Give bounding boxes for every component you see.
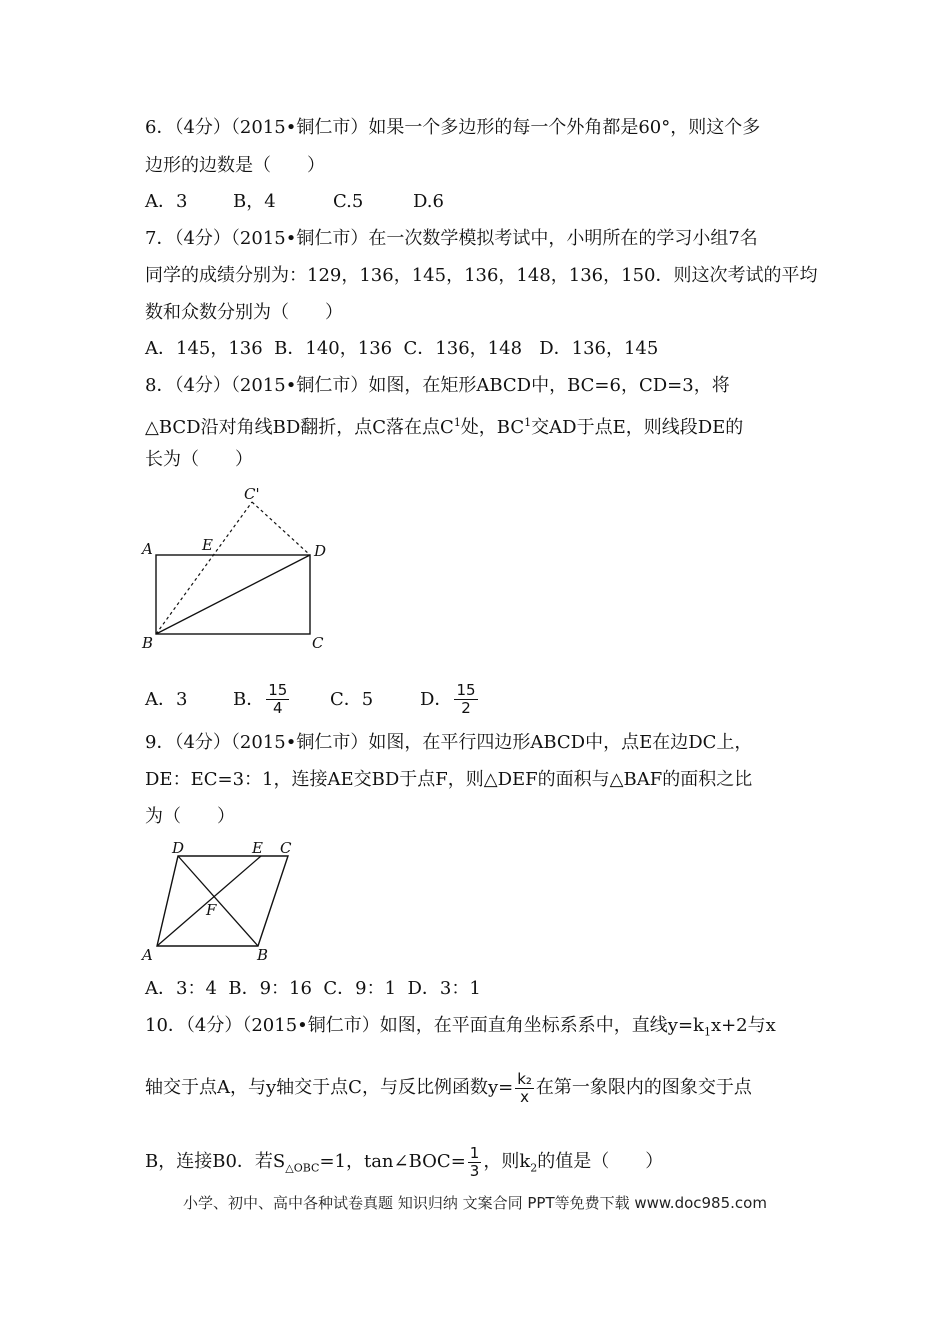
q9-label-e: E	[252, 839, 263, 857]
q10-line3-part-a: B，连接B0．若S	[145, 1151, 286, 1172]
q8-fraction-b: $\frac{15}{4}$	[268, 681, 288, 717]
q10-subscript-k2: 2	[530, 1161, 538, 1175]
q7-line1: 7．（4分）（2015•铜仁市）在一次数学模拟考试中，小明所在的学习小组7名	[145, 228, 758, 249]
q10-fraction-one-third: $\frac{1}{3}$	[469, 1143, 480, 1180]
q7-line2: 同学的成绩分别为：129，136，145，136，148，136，150．则这次考试的平均	[145, 265, 818, 286]
q7-line3: 数和众数分别为（ ）	[145, 302, 343, 323]
q10-line3-part-c: ，则k	[483, 1151, 531, 1172]
q8-label-b: B	[142, 634, 154, 652]
q10-line2	[145, 1068, 752, 1108]
q8-label-e: E	[202, 536, 213, 554]
q10-subscript-obc: △OBC	[285, 1161, 320, 1175]
q10-subscript-1: 1	[703, 1025, 711, 1039]
q6-choice-d: D.6	[413, 191, 444, 212]
q10-line1-part-b: x+2与x	[710, 1015, 776, 1036]
q8-superscript-1: 1	[453, 416, 461, 429]
q6-choice-a: A．3	[145, 191, 188, 212]
q8-label-a: A	[142, 540, 153, 558]
q8-line2-part-c: 交AD于点E，则线段DE的	[531, 417, 744, 438]
q8-line-c1d	[252, 502, 310, 555]
q10-fraction-k2-over-x: $\frac{\text{k₂}}{x}$	[517, 1069, 532, 1106]
q8-diagonal-bd	[156, 555, 310, 634]
q9-line3: 为（ ）	[145, 806, 235, 827]
q10-line3-part-b: =1，tan∠BOC=	[319, 1151, 466, 1172]
q8-choices	[145, 682, 480, 717]
q10-line1-part-a: 10．（4分）（2015•铜仁市）如图，在平面直角坐标系系中，直线y=k	[145, 1015, 704, 1036]
q8-line-bc1	[156, 502, 252, 634]
q8-choice-c: C．5	[330, 688, 374, 710]
q8-line2-part-b: 处，BC	[460, 417, 525, 438]
q10-line1	[145, 1014, 776, 1045]
q9-parallelogram-figure	[140, 838, 310, 968]
q8-line2-part-a: △BCD沿对角线BD翻折，点C落在点C	[145, 417, 454, 438]
q10-line2-part-a: 轴交于点A，与y轴交于点C，与反比例函数y=	[145, 1077, 514, 1098]
q8-label-c: C	[312, 634, 324, 652]
q8-rectangle-figure	[140, 482, 340, 657]
q9-line2: DE：EC=3：1，连接AE交BD于点F，则△DEF的面积与△BAF的面积之比	[145, 769, 753, 790]
q6-choices	[145, 190, 444, 214]
q10-line3-part-d: 的值是（ ）	[537, 1151, 664, 1172]
q9-label-c: C	[280, 839, 292, 857]
q8-line1: 8．（4分）（2015•铜仁市）如图，在矩形ABCD中，BC=6，CD=3，将	[145, 375, 730, 396]
q6-line1: 6．（4分）（2015•铜仁市）如果一个多边形的每一个外角都是60°，则这个多	[145, 117, 761, 138]
q9-label-a: A	[142, 946, 153, 964]
q8-label-c1: C'	[244, 485, 260, 503]
q9-choices: A．3：4 B．9：16 C．9：1 D．3：1	[145, 978, 481, 999]
q6-line2: 边形的边数是（ ）	[145, 155, 325, 176]
q8-choice-d: D． $\frac{15}{2}$	[420, 681, 476, 717]
q8-choice-b: B． $\frac{15}{4}$	[233, 681, 288, 717]
q8-choice-a: A．3	[145, 688, 188, 710]
q7-choices: A．145，136 B．140，136 C．136，148 D．136，145	[145, 338, 659, 359]
q6-choice-c: C.5	[333, 191, 364, 212]
q8-superscript-2: 1	[524, 416, 532, 429]
q8-line2	[145, 411, 743, 440]
q8-line3: 长为（ ）	[145, 449, 253, 470]
q6-choice-b: B，4	[233, 191, 276, 212]
q9-label-d: D	[172, 839, 185, 857]
page-footer: 小学、初中、高中各种试卷真题 知识归纳 文案合同 PPT等免费下载 www.doc985.com	[183, 1194, 767, 1212]
q8-fraction-d: $\frac{15}{2}$	[456, 681, 476, 717]
q10-line2-part-b: 在第一象限内的图象交于点	[535, 1077, 752, 1098]
q9-label-b: B	[257, 946, 269, 964]
q9-line1: 9．（4分）（2015•铜仁市）如图，在平行四边形ABCD中，点E在边DC上，	[145, 732, 753, 753]
q9-parallelogram-abcd	[157, 856, 288, 946]
q10-line3	[145, 1142, 663, 1189]
q9-label-f: F	[206, 901, 217, 919]
q8-label-d: D	[314, 542, 327, 560]
